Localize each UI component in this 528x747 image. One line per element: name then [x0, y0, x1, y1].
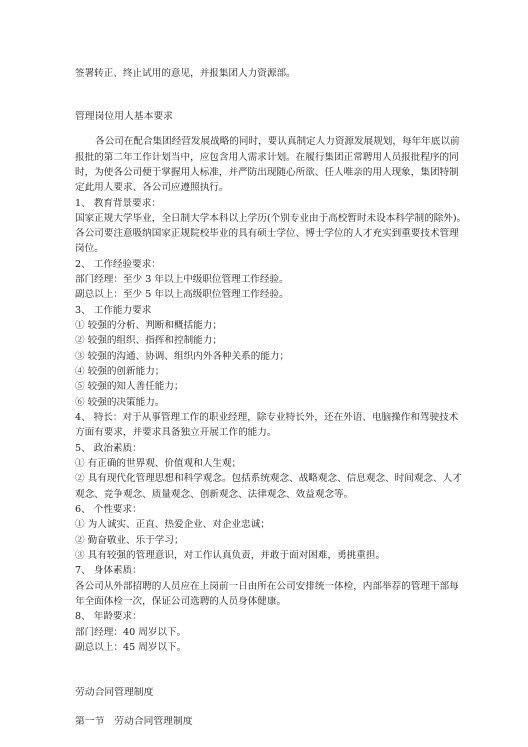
paragraph-line: 岗位。: [75, 243, 104, 254]
paragraph-line: 定此用人要求、各公司应遵照执行。: [75, 182, 229, 193]
paragraph-line: 国家正规大学毕业，全日制大学本科以上学历(个别专业由于高校暂时未设本科学制的除外)。: [75, 213, 467, 224]
paragraph-line: 方面有要求，并要求具备独立开展工作的能力。: [75, 427, 277, 438]
paragraph-line: 部门经理：至少 3 年以上中级职位管理工作经验。: [75, 274, 289, 285]
paragraph-line: 副总以上：至少 5 年以上高级职位管理工作经验。: [75, 289, 289, 300]
list-item: ② 勤奋敬业、乐于学习；: [75, 535, 184, 546]
item-heading-ability: 3、 工作能力要求: [75, 305, 152, 316]
paragraph-line: 各公司在配合集团经营发展战略的同时，要认真制定人力资源发展规划，每年年底以前: [95, 136, 460, 147]
item-heading-experience: 2、 工作经验要求：: [75, 259, 161, 270]
paragraph-line: 时，为使各公司便于掌握用人标准，并严防出现随心所欲、任人唯亲的用人现象，集团特制: [75, 167, 459, 178]
paragraph-line: 各公司从外部招聘的人员应在上岗前一日由所在公司安排统一体检，内部举荐的管理干部每: [75, 581, 459, 592]
paragraph-line: 报批的第二年工作计划当中，应包含用人需求计划。在履行集团正常聘用人员报批程序的同: [75, 152, 459, 163]
item-heading-education: 1、 教育背景要求：: [75, 198, 161, 209]
list-item: ③ 具有较强的管理意识，对工作认真负责，并敢于面对困难，勇挑重担。: [75, 550, 386, 561]
item-heading-age: 8、 年龄要求：: [75, 611, 142, 622]
list-item: ⑤ 较强的知人善任能力；: [75, 381, 184, 392]
item-heading-political: 5、 政治素质：: [75, 443, 142, 454]
paragraph-line: 部门经理：40 周岁以下。: [75, 627, 187, 638]
section-heading-labor-contract: 劳动合同管理制度: [75, 687, 154, 698]
list-item: ② 较强的组织、指挥和控制能力；: [75, 335, 222, 346]
item-heading-specialty: 4、 特长：对于从事管理工作的职业经理，除专业特长外，还在外语、电脑操作和驾驶技术: [75, 412, 459, 423]
item-heading-health: 7、 身体素质：: [75, 565, 142, 576]
list-item: ① 有正确的世界观、价值观和人生观；: [75, 458, 242, 469]
paragraph-line: 观念、竞争观念、质量观念、创新观念、法律观念、效益观念等。: [75, 489, 354, 500]
list-item: ⑥ 较强的决策能力。: [75, 397, 165, 408]
paragraph-line: 副总以上：45 周岁以下。: [75, 642, 187, 653]
paragraph-line: 年全面体检一次，保证公司选聘的人员身体健康。: [75, 596, 287, 607]
list-item: ① 为人诚实、正直、热爱企业、对企业忠诚；: [75, 519, 270, 530]
list-item: ① 较强的分析、判断和概括能力；: [75, 320, 222, 331]
list-item: ② 具有现代化管理思想和科学观念。包括系统观念、战略观念、信息观念、时间观念、人才: [75, 473, 462, 484]
section-heading-management-requirements: 管理岗位用人基本要求: [75, 111, 173, 122]
list-item: ③ 较强的沟通、协调、组织内外各种关系的能力；: [75, 351, 290, 362]
text-line-trial-opinion: 签署转正、终止试用的意见，并报集团人力资源部。: [75, 68, 296, 79]
paragraph-line: 各公司要注意吸纳国家正规院校毕业的具有硕士学位、博士学位的人才充实到重要技术管理: [75, 228, 459, 239]
subsection-heading-first-section: 第一节 劳动合同管理制度: [75, 716, 193, 727]
item-heading-personality: 6、 个性要求：: [75, 504, 142, 515]
list-item: ④ 较强的创新能力；: [75, 366, 165, 377]
